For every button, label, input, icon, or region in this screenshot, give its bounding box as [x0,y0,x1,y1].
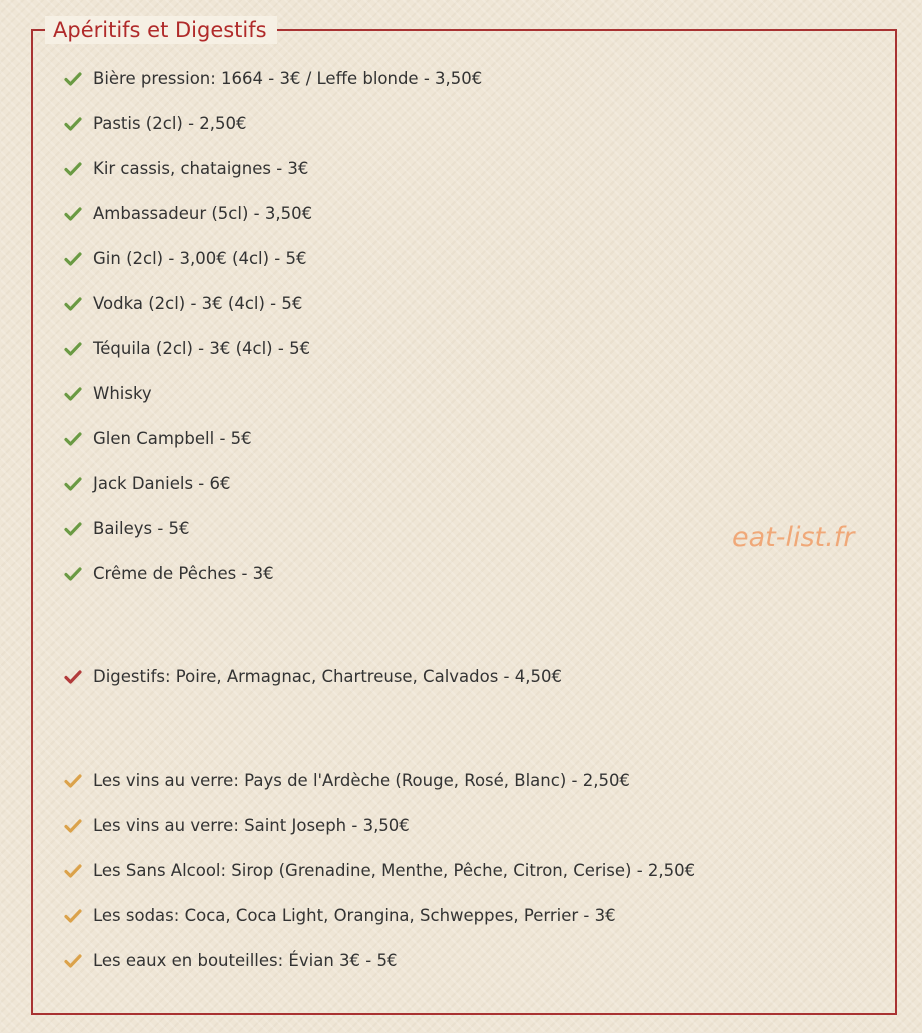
menu-item-text: Baileys - 5€ [93,519,190,538]
check-icon [64,862,82,880]
menu-item-text: Jack Daniels - 6€ [93,474,231,493]
menu-item-text: Bière pression: 1664 - 3€ / Leffe blonde - 3,50€ [93,69,483,88]
menu-item [64,517,190,541]
watermark-text: eat-list.fr [732,522,855,553]
check-icon [64,668,82,686]
menu-item [64,472,230,496]
menu-item [64,949,397,973]
check-icon [64,295,82,313]
check-icon [64,70,82,88]
menu-item [64,157,308,181]
menu-item-text: Ambassadeur (5cl) - 3,50€ [93,204,313,223]
menu-item-text: Les sodas: Coca, Coca Light, Orangina, Schweppes, Perrier - 3€ [93,906,616,925]
check-icon [64,385,82,403]
check-icon [64,952,82,970]
check-icon [64,565,82,583]
menu-item-text: Crême de Pêches - 3€ [93,564,274,583]
menu-item-text: Whisky [93,384,152,403]
menu-item [64,904,616,928]
menu-item [64,247,307,271]
check-icon [64,340,82,358]
menu-item [64,112,247,136]
check-icon [64,772,82,790]
menu-item [64,67,482,91]
check-icon [64,475,82,493]
menu-item-text: Les vins au verre: Pays de l'Ardèche (Rouge, Rosé, Blanc) - 2,50€ [93,771,630,790]
menu-item-text: Téquila (2cl) - 3€ (4cl) - 5€ [93,339,311,358]
menu-item [64,202,312,226]
check-icon [64,520,82,538]
menu-item [64,859,695,883]
check-icon [64,250,82,268]
check-icon [64,430,82,448]
menu-item [64,427,252,451]
menu-item [64,292,302,316]
menu-item [64,382,152,406]
menu-item [64,562,274,586]
menu-item-text: Kir cassis, chataignes - 3€ [93,159,309,178]
menu-item-text: Digestifs: Poire, Armagnac, Chartreuse, Calvados - 4,50€ [93,667,562,686]
menu-item-text: Les vins au verre: Saint Joseph - 3,50€ [93,816,410,835]
menu-item-text: Les eaux en bouteilles: Évian 3€ - 5€ [93,951,398,970]
check-icon [64,205,82,223]
menu-item-text: Gin (2cl) - 3,00€ (4cl) - 5€ [93,249,307,268]
check-icon [64,907,82,925]
menu-item [64,814,410,838]
check-icon [64,115,82,133]
menu-item-text: Glen Campbell - 5€ [93,429,252,448]
menu-item [64,665,562,689]
section-title: Apéritifs et Digestifs [45,16,277,44]
menu-item [64,769,630,793]
check-icon [64,817,82,835]
menu-item-text: Les Sans Alcool: Sirop (Grenadine, Menthe, Pêche, Citron, Cerise) - 2,50€ [93,861,696,880]
check-icon [64,160,82,178]
menu-item [64,337,310,361]
menu-item-text: Pastis (2cl) - 2,50€ [93,114,247,133]
menu-item-text: Vodka (2cl) - 3€ (4cl) - 5€ [93,294,303,313]
